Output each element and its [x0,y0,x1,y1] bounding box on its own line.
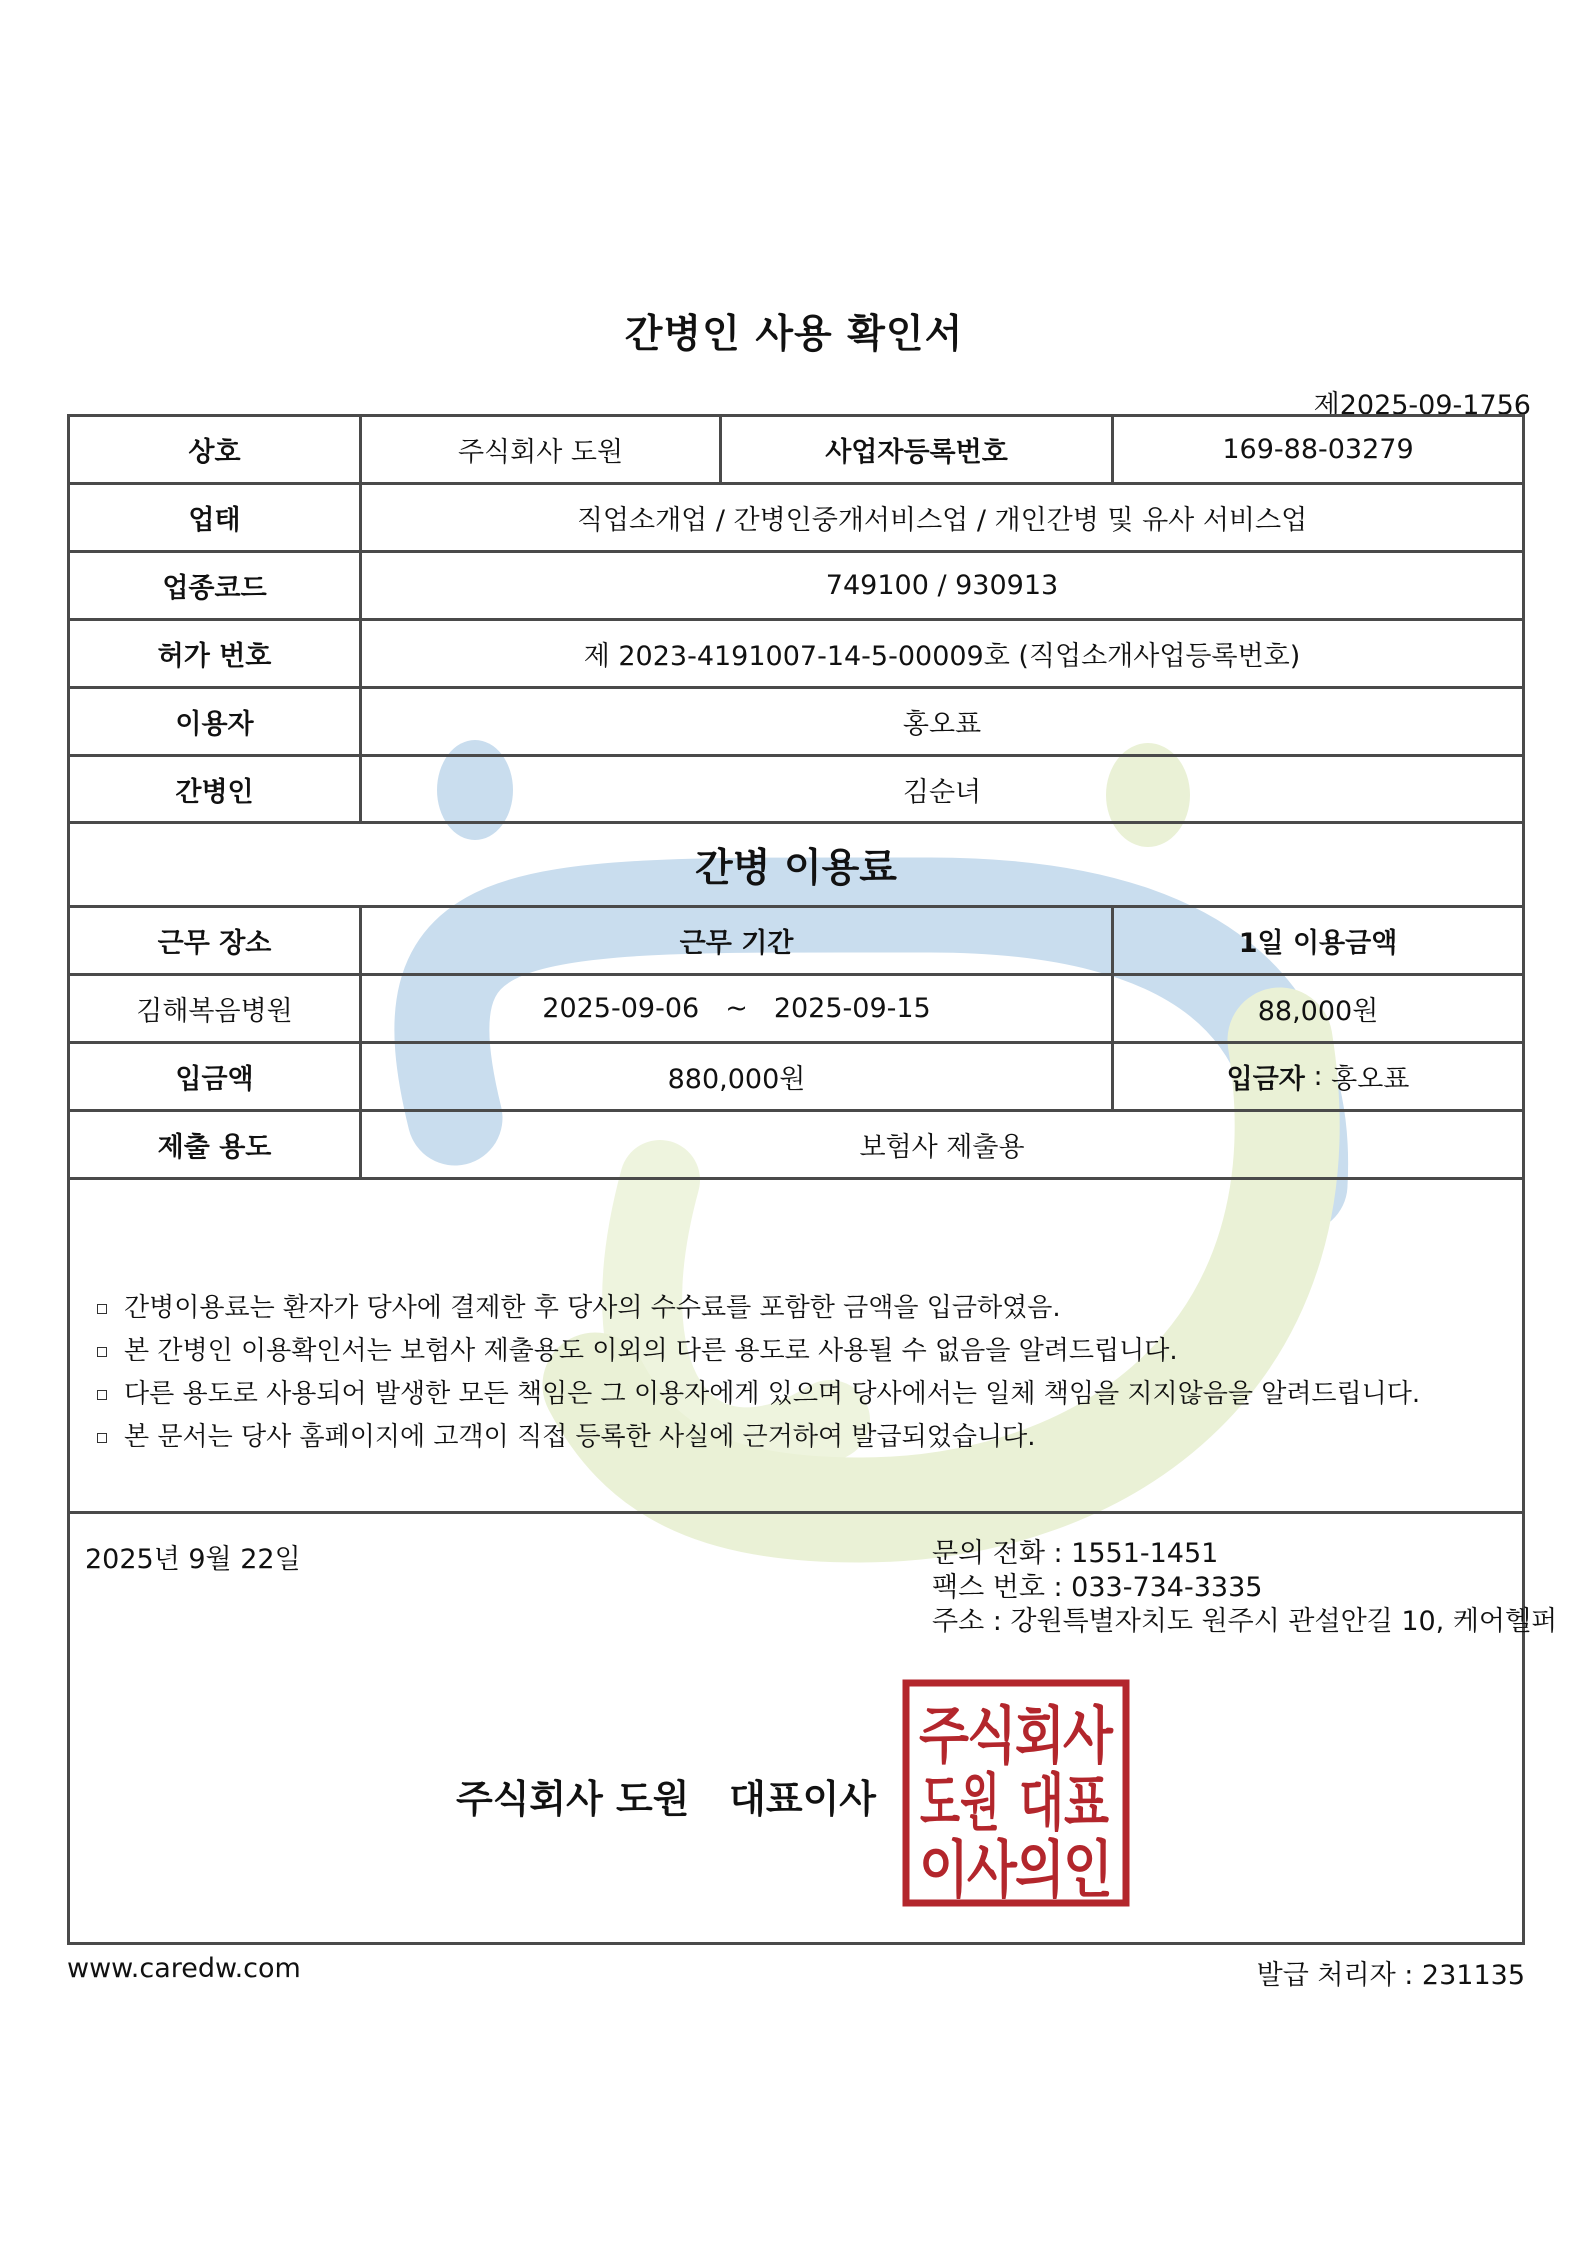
company-signature: 주식회사 도원 대표이사 [456,1777,876,1821]
work-place-label: 근무 장소 [157,928,272,959]
note-text: 다른 용도로 사용되어 발생한 모든 책임은 그 이용자에게 있으며 당사에서는 일체 책임을 지지않음을 알려드립니다. [124,1379,1421,1409]
square-bullet-icon [97,1347,107,1357]
square-bullet-icon [97,1390,107,1400]
note-item [95,1373,1420,1416]
square-bullet-icon [97,1433,107,1443]
svg-text:사: 사 [1063,1699,1114,1772]
square-bullet-icon [97,1304,107,1314]
depositor [1114,1044,1522,1109]
permit-number-value: 제 2023-4191007-14-5-00009호 (직업소개사업등록번호) [583,641,1301,672]
daily-fee-label: 1일 이용금액 [1238,928,1398,959]
permit-number-label: 허가 번호 [157,641,272,672]
business-number-label: 사업자등록번호 [825,437,1008,468]
fee-section-title: 간병 이용료 [695,845,897,891]
caregiver-value: 김순녀 [902,776,982,808]
user-value: 홍오표 [902,709,982,740]
work-period-value [362,976,1111,1041]
work-period-label: 근무 기간 [679,928,794,959]
company-label: 상호 [188,437,241,468]
industry-code-label: 업종코드 [162,573,267,604]
svg-text:주: 주 [919,1699,970,1772]
contact-info [932,1537,1557,1639]
user-label: 이용자 [175,709,254,740]
company-seal-stamp [902,1679,1130,1907]
note-text: 본 간병인 이용확인서는 보험사 제출용도 이외의 다른 용도로 사용될 수 없음을 알려드립니다. [124,1336,1178,1366]
business-number-value: 169-88-03279 [1222,434,1414,465]
website-url: www.caredw.com [67,1953,301,1984]
notes-list [95,1287,1420,1459]
svg-text:식: 식 [967,1699,1017,1772]
issuer-id: 발급 처리자 : 231135 [1256,1960,1525,1991]
deposit-label: 입금액 [175,1064,254,1095]
deposit-value: 880,000원 [667,1064,806,1095]
daily-fee-value: 88,000원 [1257,996,1379,1027]
confirmation-table [67,414,1558,1945]
company-address: 주소 : 강원특별자치도 원주시 관설안길 10, 케어헬퍼 [932,1606,1558,1637]
svg-text:사: 사 [967,1833,1018,1906]
business-type-value: 직업소개업 / 간병인중개서비스업 / 개인간병 및 유사 서비스업 [576,505,1308,536]
svg-text:도원: 도원 [920,1766,1000,1839]
fax-number: 팩스 번호 : 033-734-3335 [932,1572,1263,1603]
svg-text:의: 의 [1015,1833,1065,1906]
issue-date: 2025년 9월 22일 [85,1544,301,1575]
document-title: 간병인 사용 확인서 [624,312,964,357]
purpose-value: 보험사 제출용 [859,1132,1025,1163]
note-text: 간병이용료는 환자가 당사에 결제한 후 당사의 수수료를 포함한 금액을 입금하였음. [124,1293,1061,1323]
purpose-label: 제출 용도 [157,1132,272,1163]
depositor-label: 입금자 [1226,1064,1305,1095]
svg-text:이: 이 [919,1833,969,1906]
depositor-value: 홍오표 [1331,1064,1410,1095]
caregiver-label: 간병인 [175,776,254,808]
note-item [95,1416,1420,1459]
svg-text:인: 인 [1063,1833,1113,1906]
depositor-separator: : [1304,1061,1332,1092]
period-separator: ~ [725,993,748,1024]
note-item [95,1287,1420,1330]
company-value: 주식회사 도원 [457,437,624,468]
work-place-value: 김해복음병원 [136,996,293,1027]
industry-code-value: 749100 / 930913 [825,570,1059,601]
svg-text:대표: 대표 [1019,1766,1110,1839]
document-number: 제2025-09-1756 [1313,390,1531,421]
svg-text:회: 회 [1015,1699,1065,1772]
business-type-label: 업태 [188,505,241,536]
note-text: 본 문서는 당사 홈페이지에 고객이 직접 등록한 사실에 근거하여 발급되었습니다. [124,1422,1036,1452]
period-end: 2025-09-15 [773,993,931,1024]
note-item [95,1330,1420,1373]
period-start: 2025-09-06 [542,993,700,1024]
phone-number: 문의 전화 : 1551-1451 [932,1538,1219,1569]
